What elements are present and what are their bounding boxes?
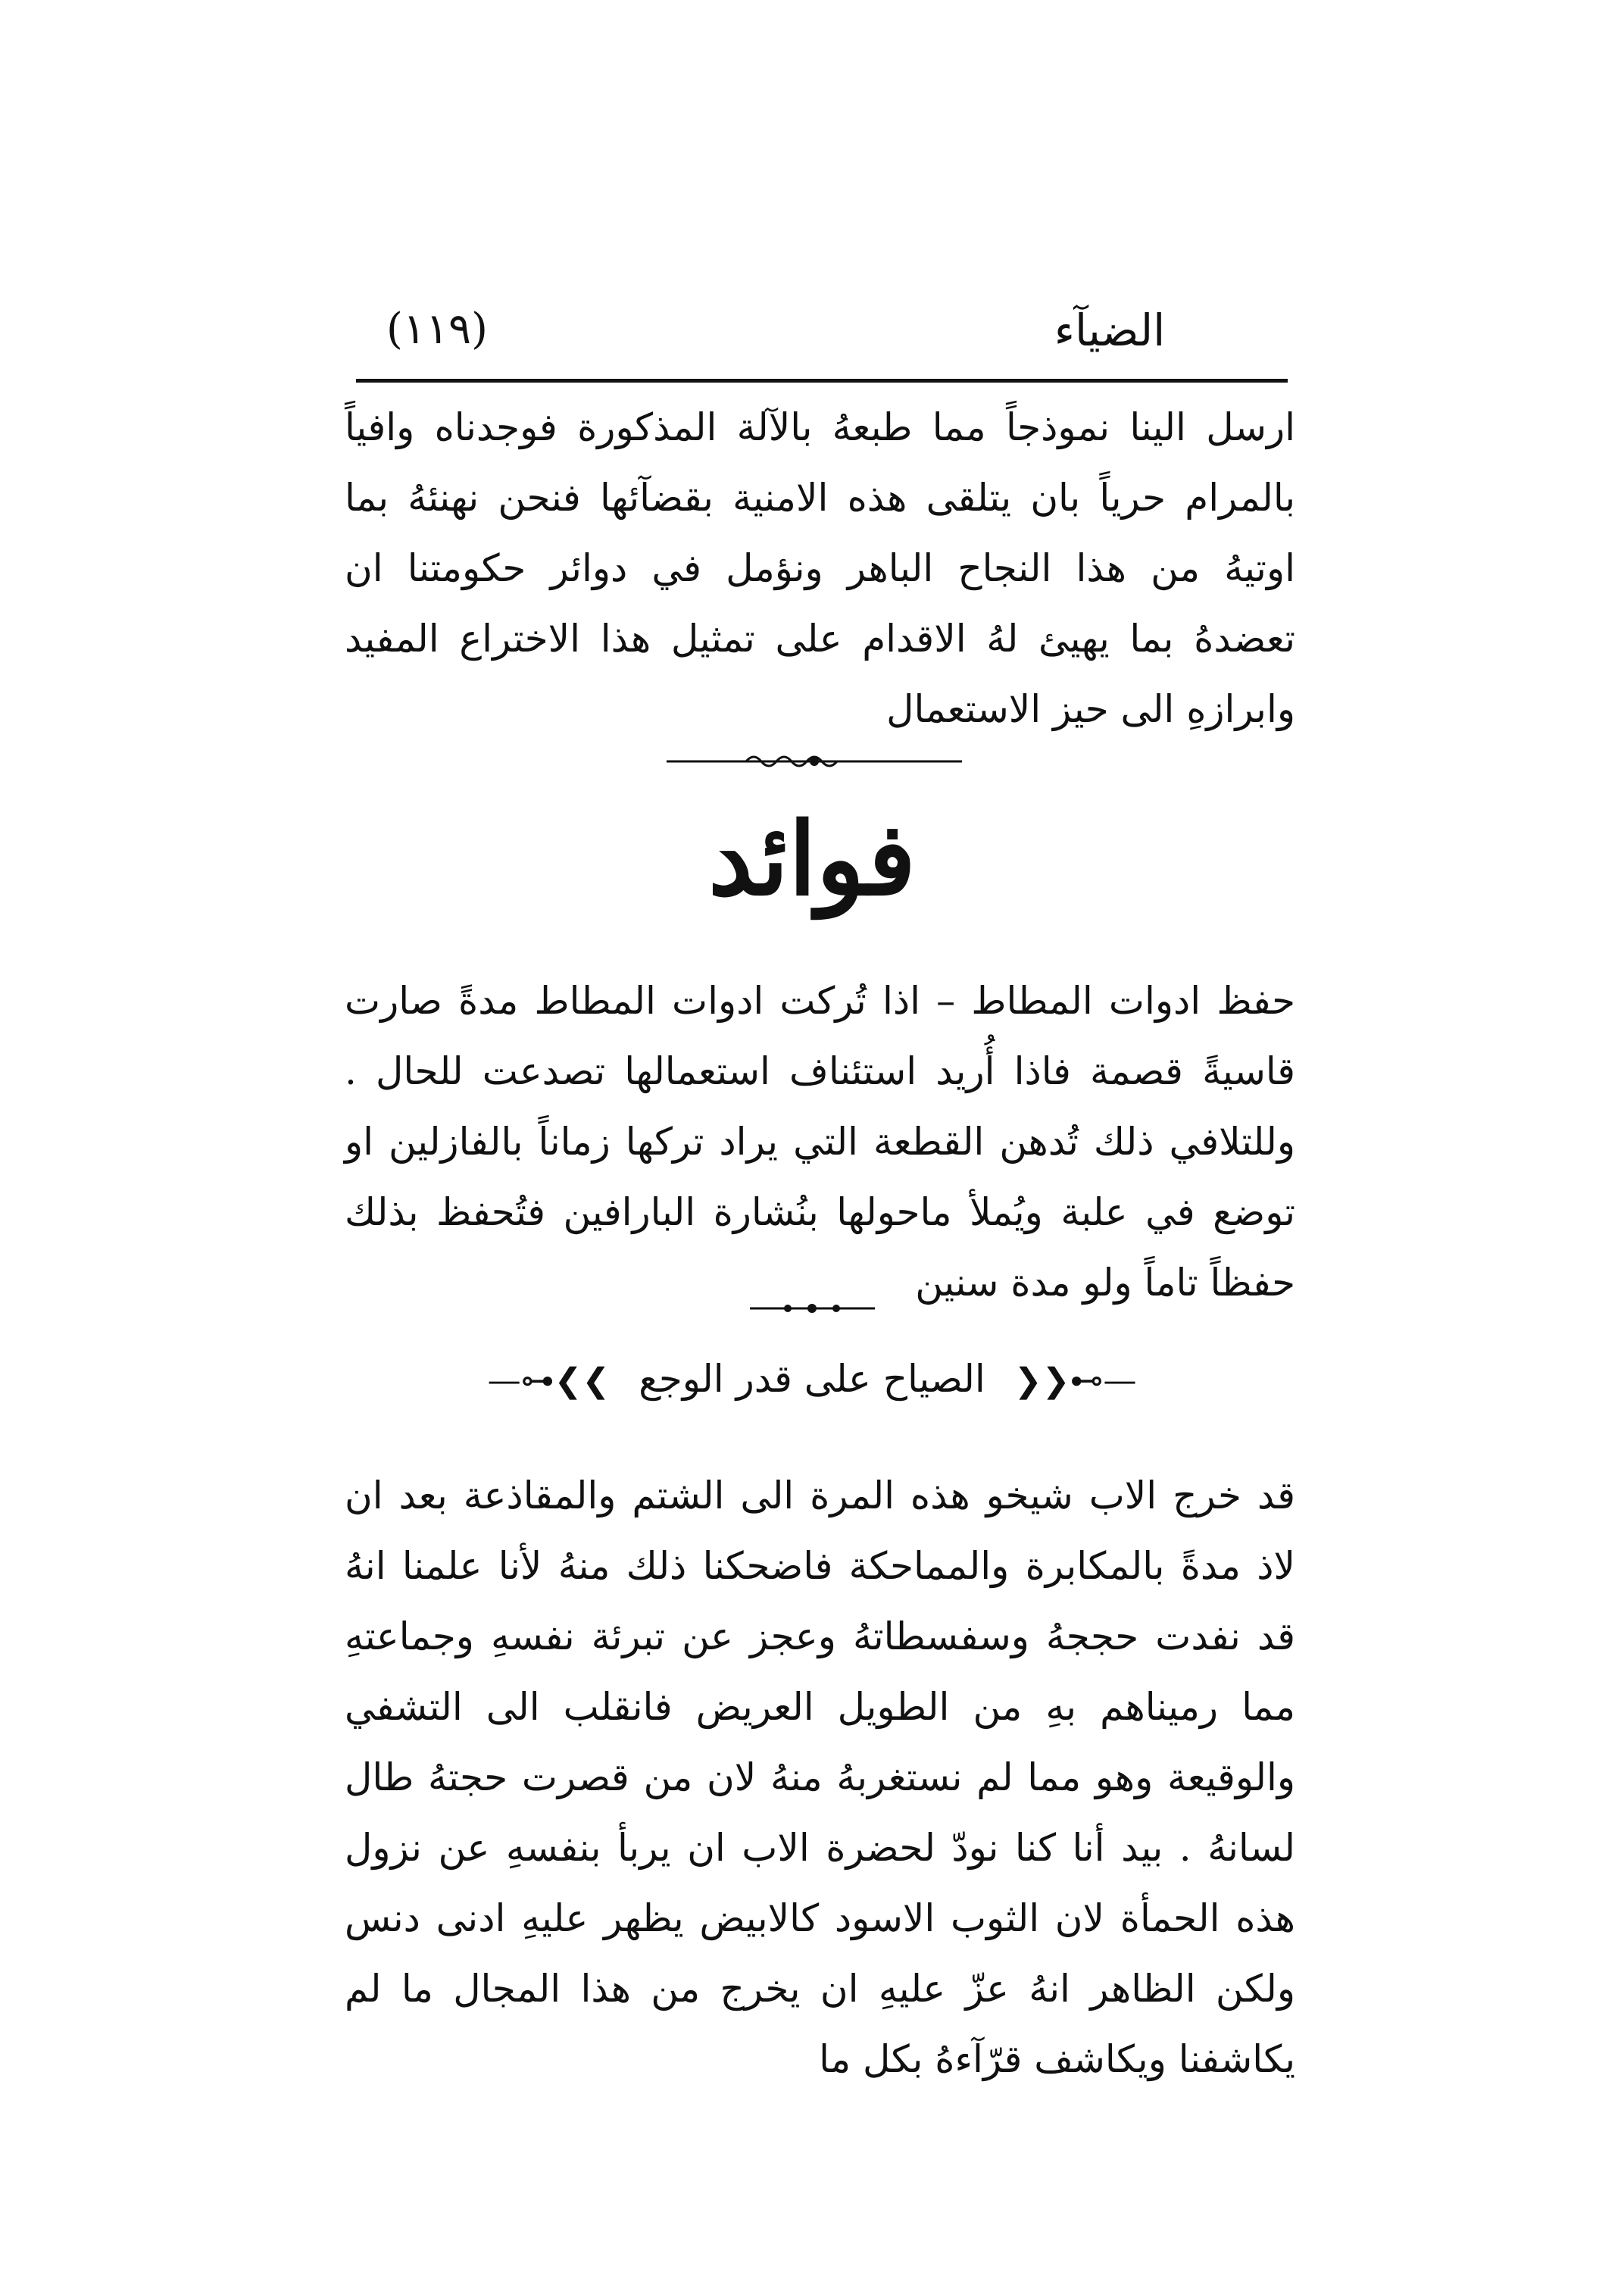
tip-paragraph: حفظ ادوات المطاط – اذا تُركت ادوات المطاط مدةً صارت قاسيةً قصمة فاذا أُريد استئناف استعمالها تصدعت للحال . وللتلافي ذلك تُدهن القطعة التي يراد تركها زماناً بالفازلين او توضع في علبة ويُملأ ماحولها بنُشارة البارافين فتُحفظ بذلك حفظاً تاماً ولو مدة سنين xyxy=(345,979,1295,1305)
subheading-label: الصياح على قدر الوجع xyxy=(639,1357,985,1401)
running-title: الضيآء xyxy=(1054,305,1166,356)
ornamental-divider xyxy=(0,750,1624,773)
article-paragraph: قد خرج الاب شيخو هذه المرة الى الشتم والمقاذعة بعد ان لاذ مدةً بالمكابرة والمماحكة فاضحكنا ذلك منهُ لأنا علمنا انهُ قد نفدت حججهُ وسفسطاتهُ وعجز عن تبرئة نفسهِ وجماعتهِ مما رميناهم بهِ من الطويل العريض فانقلب الى التشفي والوقيعة وهو مما لم نستغربهُ منهُ لان من قصرت حجتهُ طال لسانهُ . بيد أنا كنا نودّ لحضرة الاب ان يربأ بنفسهِ عن نزول هذه الحمأة لان الثوب الاسود كالابيض يظهر عليهِ ادنى دنس ولكن الظاهر انهُ عزّ عليهِ ان يخرج من هذا المجال ما لم يكاشفنا ويكاشف قرّآءهُ بكل ما xyxy=(345,1474,1295,2081)
subheading-ornament-right: —⊶❮❮ xyxy=(1013,1361,1137,1400)
article-subheading xyxy=(0,1345,1624,1415)
subheading-ornament-left: ❯❯⊷— xyxy=(487,1361,611,1400)
section-heading: فوائد xyxy=(708,801,916,918)
page-header xyxy=(356,297,1288,379)
header-rule xyxy=(356,379,1288,383)
news-paragraph: ارسل الينا نموذجاً مما طبعهُ بالآلة المذكورة فوجدناه وافياً بالمرام حرياً بان يتلقى هذه الامنية بقضآئها فنحن نهنئهُ بما اوتيهُ من هذا النجاح الباهر ونؤمل في دوائر حكومتنا ان تعضدهُ بما يهيئ لهُ الاقدام على تمثيل هذا الاختراع المفيد وابرازهِ الى حيز الاستعمال xyxy=(345,405,1295,731)
page-number: (١١٩) xyxy=(386,305,488,354)
small-ornament xyxy=(0,1297,1624,1320)
